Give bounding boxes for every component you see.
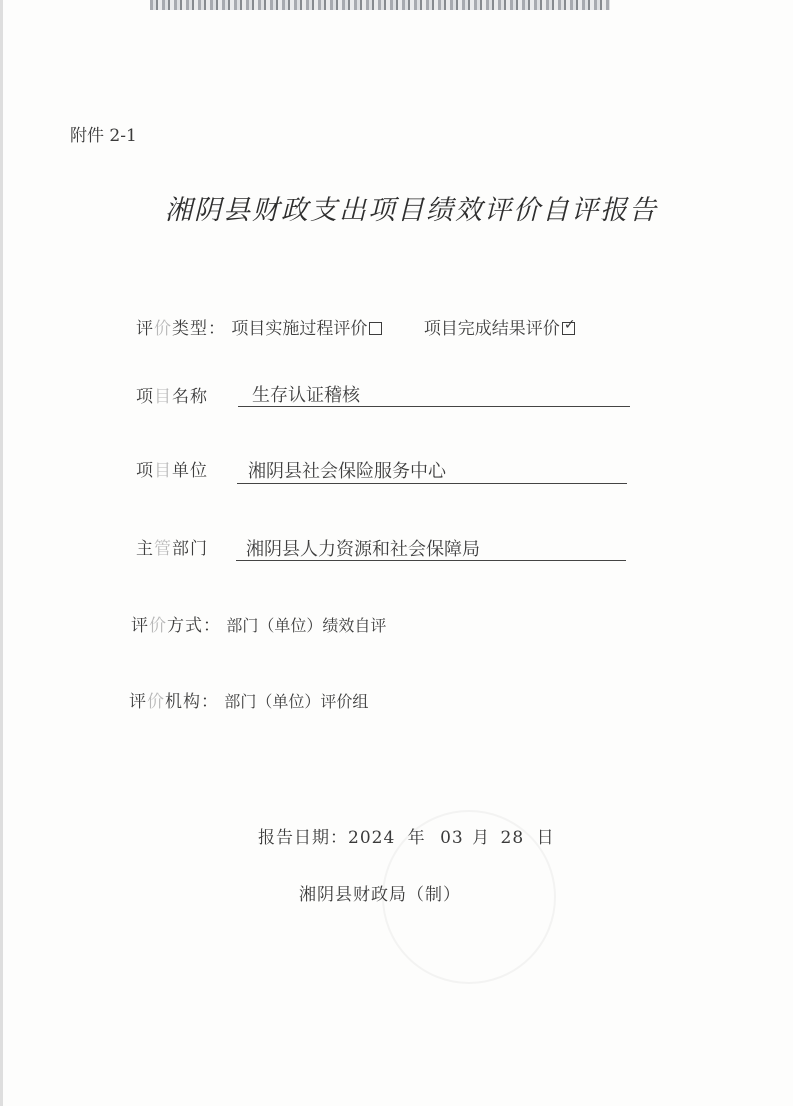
label-text: 名称	[172, 387, 208, 407]
supervising-department-value: 湘阴县人力资源和社会保障局	[246, 539, 480, 560]
label-char-faded: 目	[154, 461, 172, 481]
issuer: 湘阴县财政局（制）	[299, 885, 461, 905]
scan-left-edge	[0, 0, 3, 1106]
evaluation-method-value: 部门（单位）绩效自评	[226, 616, 387, 635]
label-char: 项	[136, 461, 154, 481]
project-name-row	[136, 382, 208, 407]
label-text: 机构：	[165, 692, 219, 712]
document-title: 湘阴县财政支出项目绩效评价自评报告	[165, 195, 658, 226]
label-char-faded: 目	[154, 387, 172, 407]
report-date-day: 28	[500, 828, 525, 848]
supervising-department-underline	[236, 560, 626, 561]
report-date-year-unit: 年	[407, 828, 426, 848]
label-char-faded: 价	[154, 319, 172, 339]
label-char-faded: 管	[154, 539, 172, 559]
label-text: 方式：	[167, 616, 221, 636]
report-date-month-unit: 月	[472, 828, 491, 848]
option-process-evaluation[interactable]	[231, 314, 382, 339]
project-name-label	[136, 382, 208, 407]
project-unit-label	[136, 456, 208, 481]
project-unit-underline	[237, 483, 627, 484]
report-date	[258, 823, 555, 848]
checkmark-icon: ✓	[563, 317, 576, 333]
evaluation-type-label	[136, 314, 226, 339]
evaluation-agency-value: 部门（单位）评价组	[224, 692, 369, 711]
process-evaluation-checkbox[interactable]	[369, 322, 382, 335]
report-date-day-unit: 日	[536, 828, 555, 848]
evaluation-type-row	[136, 314, 575, 339]
label-char: 评	[131, 616, 149, 636]
project-name-underline	[238, 406, 630, 407]
project-name-value: 生存认证稽核	[252, 385, 360, 406]
label-char-faded: 价	[147, 692, 165, 712]
report-date-label: 报告日期：	[258, 828, 348, 848]
report-date-year: 2024	[348, 828, 396, 848]
label-char: 评	[129, 692, 147, 712]
label-text: 部门	[172, 539, 208, 559]
label-char-faded: 价	[149, 616, 167, 636]
project-unit-value: 湘阴县社会保险服务中心	[248, 461, 446, 482]
project-unit-row	[136, 456, 208, 481]
evaluation-agency-label	[129, 687, 219, 712]
label-text: 单位	[172, 461, 208, 481]
option-result-label: 项目完成结果评价	[423, 319, 560, 339]
scan-edge-artifact	[150, 0, 610, 10]
result-evaluation-checkbox[interactable]	[562, 317, 576, 335]
evaluation-agency-row	[129, 687, 368, 712]
option-result-evaluation[interactable]	[424, 314, 575, 339]
supervising-department-label	[136, 534, 208, 559]
evaluation-method-label	[131, 611, 221, 636]
option-process-label: 项目实施过程评价	[231, 319, 368, 339]
supervising-department-row	[136, 534, 208, 559]
label-char: 主	[136, 539, 154, 559]
label-char: 评	[136, 319, 154, 339]
label-text: 类型：	[172, 319, 226, 339]
attachment-label: 附件 2-1	[70, 126, 137, 146]
evaluation-method-row	[131, 611, 386, 636]
label-char: 项	[136, 387, 154, 407]
report-date-month: 03	[440, 828, 464, 848]
